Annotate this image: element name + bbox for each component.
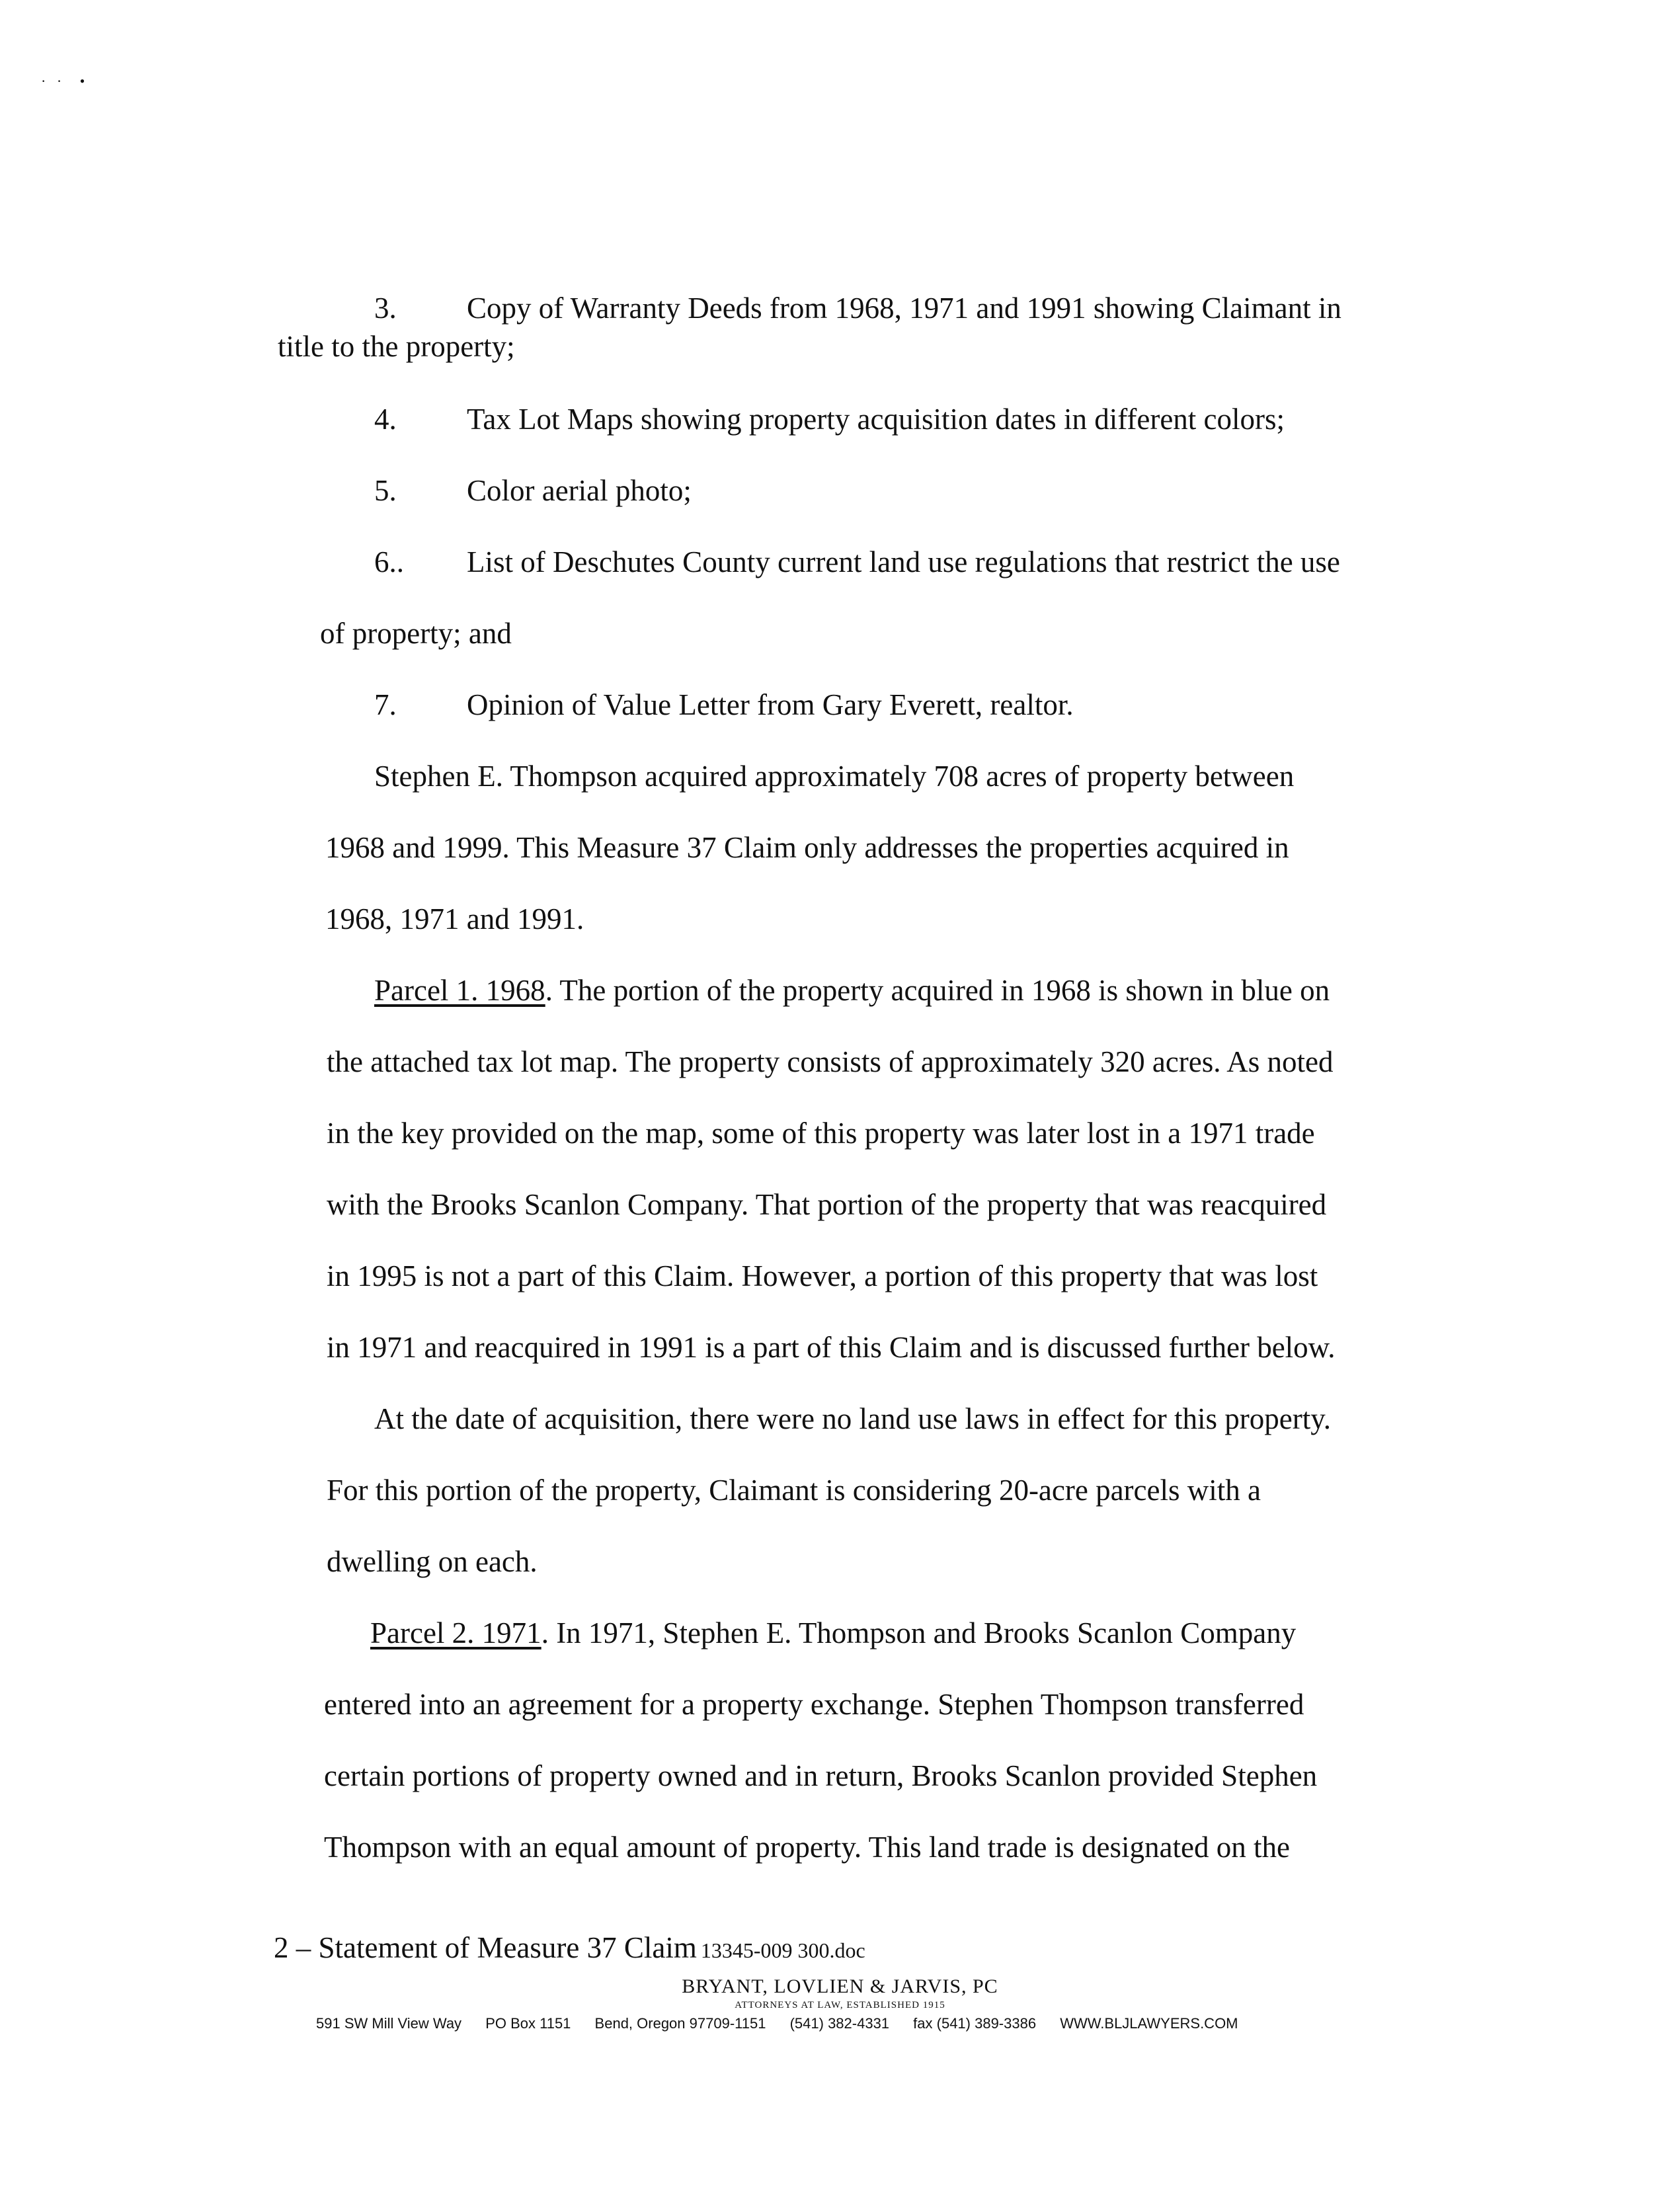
paragraph-laws-line: For this portion of the property, Claimant is considering 20-acre parcels with a bbox=[327, 1474, 1261, 1507]
list-item-3-number: 3. bbox=[374, 292, 397, 325]
firm-name: BRYANT, LOVLIEN & JARVIS, PC bbox=[682, 1975, 998, 1997]
parcel-2-line: entered into an agreement for a property exchange. Stephen Thompson transferred bbox=[324, 1688, 1304, 1721]
list-item-3-text-cont: title to the property; bbox=[278, 330, 515, 363]
firm-phone: (541) 382-4331 bbox=[789, 2015, 890, 2032]
list-item-5-number: 5. bbox=[374, 474, 397, 507]
list-item-4-number: 4. bbox=[374, 403, 397, 436]
paragraph-acquired-line: 1968 and 1999. This Measure 37 Claim only addresses the properties acquired in bbox=[325, 831, 1289, 864]
list-item-6-text: List of Deschutes County current land use regulations that restrict the use bbox=[467, 545, 1340, 578]
footer-doc-ref: 13345-009 300.doc bbox=[700, 1938, 865, 1962]
parcel-1-line: in 1971 and reacquired in 1991 is a part of this Claim and is discussed further below. bbox=[327, 1331, 1336, 1364]
firm-tagline: ATTORNEYS AT LAW, ESTABLISHED 1915 bbox=[735, 2000, 945, 2010]
scan-specks: · · • bbox=[41, 73, 85, 89]
parcel-1-first-line bbox=[374, 971, 1330, 1010]
parcel-1-line: with the Brooks Scanlon Company. That portion of the property that was reacquired bbox=[327, 1188, 1327, 1221]
parcel-1-heading: Parcel 1. 1968 bbox=[374, 974, 545, 1007]
firm-website: WWW.BLJLAWYERS.COM bbox=[1060, 2015, 1238, 2032]
parcel-2-heading: Parcel 2. 1971 bbox=[370, 1616, 541, 1649]
parcel-2-line: Thompson with an equal amount of property. This land trade is designated on the bbox=[324, 1831, 1290, 1864]
parcel-1-line: the attached tax lot map. The property consists of approximately 320 acres. As noted bbox=[327, 1045, 1334, 1078]
parcel-2-text: . In 1971, Stephen E. Thompson and Brooks Scanlon Company bbox=[541, 1616, 1297, 1649]
parcel-1-line: in 1995 is not a part of this Claim. However, a portion of this property that was lost bbox=[327, 1259, 1318, 1292]
footer-page-title bbox=[274, 1930, 865, 1965]
parcel-2-first-line bbox=[370, 1613, 1296, 1653]
list-item-3-text: Copy of Warranty Deeds from 1968, 1971 and 1991 showing Claimant in bbox=[467, 292, 1341, 325]
firm-po-box: PO Box 1151 bbox=[485, 2015, 571, 2032]
firm-city: Bend, Oregon 97709-1151 bbox=[594, 2015, 766, 2032]
list-item-5-text: Color aerial photo; bbox=[467, 474, 692, 507]
footer-title-text: 2 – Statement of Measure 37 Claim bbox=[274, 1931, 697, 1964]
paragraph-acquired-line: Stephen E. Thompson acquired approximately 708 acres of property between bbox=[374, 760, 1295, 793]
list-item-4-text: Tax Lot Maps showing property acquisition dates in different colors; bbox=[467, 403, 1285, 436]
list-item-6-text-cont: of property; and bbox=[320, 617, 512, 650]
firm-contact-line bbox=[316, 2015, 1258, 2032]
parcel-1-text: . The portion of the property acquired in 1968 is shown in blue on bbox=[545, 974, 1330, 1007]
firm-address: 591 SW Mill View Way bbox=[316, 2015, 462, 2032]
list-item-7-text: Opinion of Value Letter from Gary Everett, realtor. bbox=[467, 688, 1074, 721]
paragraph-acquired-line: 1968, 1971 and 1991. bbox=[325, 902, 584, 935]
list-item-7-number: 7. bbox=[374, 688, 397, 721]
parcel-2-line: certain portions of property owned and in return, Brooks Scanlon provided Stephen bbox=[324, 1759, 1318, 1792]
firm-fax: fax (541) 389-3386 bbox=[913, 2015, 1037, 2032]
list-item-6-number: 6.. bbox=[374, 545, 404, 578]
paragraph-laws-line: dwelling on each. bbox=[327, 1545, 538, 1578]
parcel-1-line: in the key provided on the map, some of this property was later lost in a 1971 trade bbox=[327, 1117, 1315, 1150]
paragraph-laws-line: At the date of acquisition, there were no land use laws in effect for this property. bbox=[374, 1402, 1332, 1435]
